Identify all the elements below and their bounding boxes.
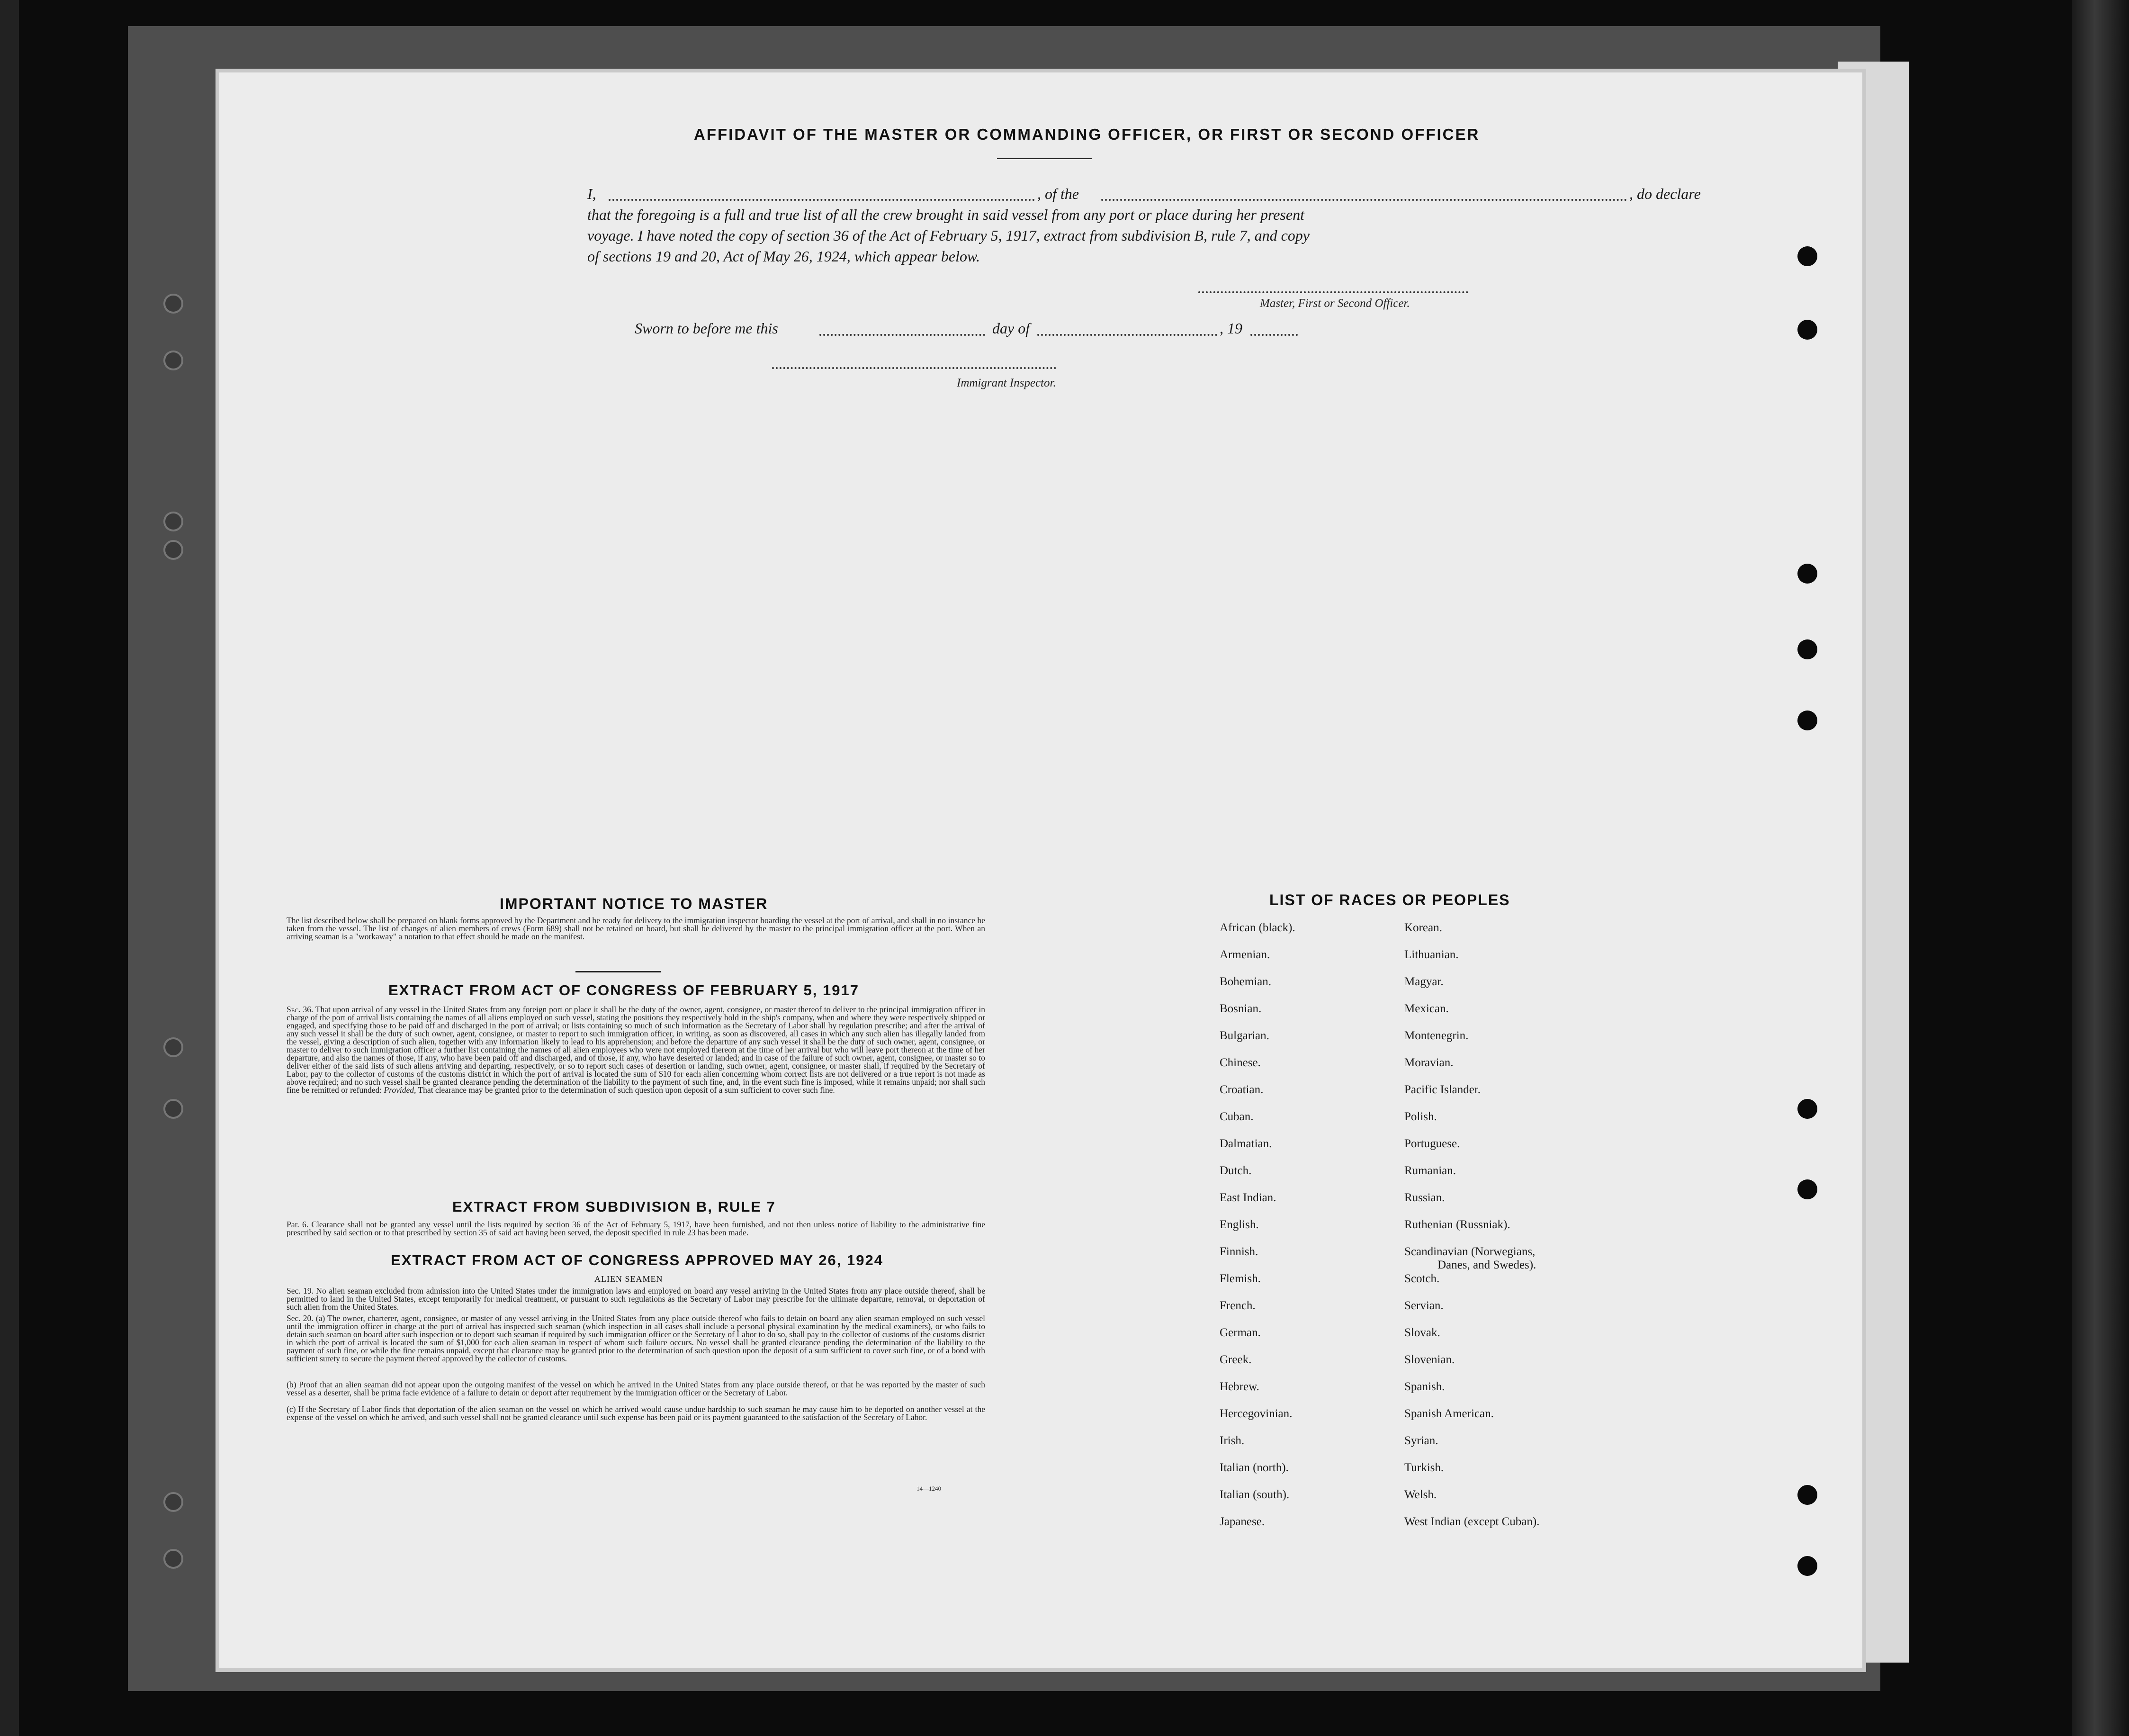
- race-item: Pacific Islander.: [1404, 1083, 1481, 1096]
- sec-20b-text: (b) Proof that an alien seaman did not appear upon the outgoing manifest of the vessel on which he arrived in the United States from any place outside thereof, or that he was reported by the master of such vessel as a deserter, shall be prima facie evidence of a failure to detain or deport after requirement by the immigration officer or the Secretary of Labor.: [287, 1380, 985, 1397]
- affidavit-declare: , do declare: [1629, 185, 1701, 202]
- race-item: Mexican.: [1404, 1002, 1449, 1015]
- race-item: East Indian.: [1220, 1191, 1276, 1204]
- race-item: Hercegovinian.: [1220, 1407, 1293, 1420]
- punch-hole: [1797, 246, 1817, 266]
- binder-ring-hole: [163, 1549, 183, 1569]
- race-item: Rumanian.: [1404, 1164, 1456, 1177]
- race-item: Scotch.: [1404, 1272, 1440, 1285]
- race-item: French.: [1220, 1299, 1256, 1312]
- section-divider: [575, 971, 661, 972]
- master-caption: Master, First or Second Officer.: [1260, 297, 1410, 310]
- punch-hole: [1797, 1099, 1817, 1119]
- race-item: Spanish American.: [1404, 1407, 1494, 1420]
- race-item: Montenegrin.: [1404, 1029, 1469, 1042]
- notice-body: The list described below shall be prepared on blank forms approved by the Department and be ready for delivery to the immigration inspector boarding the vessel at the port of arrival, and shall in no instance be taken from the vessel. The list of changes of alien members of crews (Form 689) shall not be retained on board, but shall be delivered by the master to the principal immigration officer at the port. When an arriving seaman is a "workaway" a notation to that effect should be made on the manifest.: [287, 916, 985, 941]
- race-item: Italian (south).: [1220, 1488, 1290, 1501]
- race-item: Dutch.: [1220, 1164, 1252, 1177]
- race-item: English.: [1220, 1218, 1259, 1231]
- race-item: Portuguese.: [1404, 1137, 1460, 1150]
- binder-ring-hole: [163, 540, 183, 560]
- sworn-label: Sworn to before me this: [635, 320, 778, 337]
- race-item: Irish.: [1220, 1434, 1245, 1447]
- extract-rule7-title: EXTRACT FROM SUBDIVISION B, RULE 7: [452, 1198, 776, 1215]
- affidavit-i: I,: [587, 185, 596, 202]
- race-item: Moravian.: [1404, 1056, 1454, 1069]
- film-edge-left: [0, 0, 19, 1736]
- race-item: Croatian.: [1220, 1083, 1264, 1096]
- sec-19-text: Sec. 19. No alien seaman excluded from admission into the United States under the immigration laws and employed on board any vessel arriving in the United States from any place outside thereof, shall be permitted to land in the United States, except temporarily for medical treatment, or pursuant to such regulations as the Secretary of Labor may prescribe for the ultimate departure, removal, or deportation of such alien from the United States.: [287, 1286, 985, 1312]
- sec-20c-text: (c) If the Secretary of Labor finds that deportation of the alien seaman on the vessel on which he arrived would cause undue hardship to such seaman he may cause him to be deported on another vessel at the expense of the vessel on which he arrived, and such vessel shall not be granted clearance until such expense has been paid or its payment guaranteed to the satisfaction of the Secretary of Labor.: [287, 1404, 985, 1422]
- race-item: Spanish.: [1404, 1380, 1445, 1393]
- race-item: Russian.: [1404, 1191, 1445, 1204]
- sec-36-label: Sec. 36.: [287, 1005, 314, 1014]
- sworn-year-blank: [1250, 334, 1298, 336]
- binder-ring-hole: [163, 512, 183, 531]
- inspector-caption: Immigrant Inspector.: [957, 377, 1056, 389]
- race-item: Syrian.: [1404, 1434, 1438, 1447]
- inspector-signature-line: [772, 367, 1056, 369]
- race-item: Slovak.: [1404, 1326, 1440, 1339]
- affidavit-line-4: of sections 19 and 20, Act of May 26, 1924, which appear below.: [587, 248, 980, 265]
- race-item: Scandinavian (Norwegians,: [1404, 1245, 1536, 1258]
- sec-36-text: That upon arrival of any vessel in the United States from any foreign port or place it shall be the duty of the owner, agent, consignee, or master thereof to deliver to the principal immigration officer in charge of the port of arrival lists containing the names of all aliens employed on such vessel, stating the positions they respectively hold in the ship's company, when and where they were respectively shipped or engaged, and specifying those to be paid off and discharged in the port of arrival; or lists containing so much of such information as the Secretary of Labor shall by regulation prescribe; and after the arrival of any such vessel it shall be the duty of such owner, agent, consignee, or master to report to such immigration officer, in writing, as soon as discovered, all cases in which any such alien has illegally landed from the vessel, giving a description of such alien, together with any information likely to lead to his apprehension; and before the departure of any such vessel it shall be the duty of such owner, agent, consignee, or master to deliver to such immigration officer a further list containing the names of all alien employees who were not employed thereon at the time of her arrival but who will leave port thereon at the time of her departure, and also the names of those, if any, who have been paid off and discharged, and of those, if any, who have deserted or landed; and in case of the failure of such owner, agent, consignee, or master so to deliver either of the said lists of such aliens arriving and departing, respectively, or so to report such cases of desertion or landing, such owner, agent, consignee, or master shall, if required by the Secretary of Labor, pay to the collector of customs of the customs district in which the port of arrival is located the sum of $10 for each alien concerning whom correct lists are not delivered or a true report is not made as above required; and no such vessel shall be granted clearance pending the determination of the liability to the payment of such fine, and, in the event such fine is imposed, while it remains unpaid; nor shall such fine be remitted or refunded:: [287, 1005, 985, 1095]
- extract-1917-body: [287, 1006, 985, 1094]
- affidavit-title: AFFIDAVIT OF THE MASTER OR COMMANDING OFFICER, OR FIRST OR SECOND OFFICER: [694, 126, 1480, 143]
- race-item: Greek.: [1220, 1353, 1252, 1366]
- race-item: West Indian (except Cuban).: [1404, 1515, 1540, 1528]
- binder-ring-hole: [163, 1037, 183, 1057]
- extract-rule7-body: Par. 6. Clearance shall not be granted any vessel until the lists required by section 36 of the Act of February 5, 1917, have been furnished, and not then unless notice of liability to the administrative fine prescribed by said section or to that prescribed by section 35 of said act having been served, the deposit specified in rule 23 has been made.: [287, 1220, 985, 1237]
- binder-ring-hole: [163, 351, 183, 370]
- affidavit-of-the: , of the: [1037, 185, 1079, 202]
- race-item: Cuban.: [1220, 1110, 1254, 1123]
- binder-ring-hole: [163, 294, 183, 314]
- day-of-label: day of: [992, 320, 1030, 337]
- affidavit-line-3: voyage. I have noted the copy of section 36 of the Act of February 5, 1917, extract from subdivision B, rule 7, and copy: [587, 227, 1310, 244]
- sec-20a-text: Sec. 20. (a) The owner, charterer, agent, consignee, or master of any vessel arriving in the United States from any place outside thereof who fails to detain on board any alien seaman employed on such vessel until the immigration officer in charge at the port of arrival has inspected such seaman (which inspection in all cases shall include a personal physical examination by the medical examiners), or who fails to detain such seaman on board after such inspection or to deport such seaman if required by such immigration officer or the Secretary of Labor to do so, shall pay to the collector of customs of the customs district in which the port of arrival is located the sum of $1,000 for each alien seaman in respect of whom such failure occurs. No vessel shall be granted clearance pending the determination of the liability to the payment of such fine, or while the fine remains unpaid, except that clearance may be granted prior to the determination of such question upon the deposit of a sum sufficient to cover such fine, or of a bond with sufficient surety to secure the payment thereof approved by the collector of customs.: [287, 1313, 985, 1363]
- punch-hole: [1797, 1179, 1817, 1199]
- binder-ring-hole: [163, 1099, 183, 1119]
- extract-1917-title: EXTRACT FROM ACT OF CONGRESS OF FEBRUARY 5, 1917: [388, 982, 859, 998]
- punch-hole: [1797, 711, 1817, 730]
- race-item: Turkish.: [1404, 1461, 1444, 1474]
- affidavit-line-2: that the foregoing is a full and true list of all the crew brought in said vessel from any port or place during her present: [587, 206, 1304, 223]
- punch-hole: [1797, 1556, 1817, 1576]
- form-number: 14—1240: [916, 1485, 941, 1492]
- race-item: Japanese.: [1220, 1515, 1265, 1528]
- punch-hole: [1797, 639, 1817, 659]
- race-item: Dalmatian.: [1220, 1137, 1272, 1150]
- race-item: Finnish.: [1220, 1245, 1258, 1258]
- race-item-continuation: Danes, and Swedes).: [1437, 1259, 1536, 1271]
- title-underline: [997, 158, 1092, 159]
- race-item: Flemish.: [1220, 1272, 1261, 1285]
- film-edge-right: [2072, 0, 2129, 1736]
- notice-title: IMPORTANT NOTICE TO MASTER: [500, 895, 768, 912]
- binder-ring-hole: [163, 1492, 183, 1512]
- sec-36-text-end: That clearance may be granted prior to the determination of such question upon deposit of a sum sufficient to cover such fine.: [418, 1085, 835, 1095]
- race-item: Ruthenian (Russniak).: [1404, 1218, 1510, 1231]
- race-item: Bosnian.: [1220, 1002, 1262, 1015]
- punch-hole: [1797, 564, 1817, 584]
- race-item: Slovenian.: [1404, 1353, 1455, 1366]
- race-item: Welsh.: [1404, 1488, 1437, 1501]
- race-item: African (black).: [1220, 921, 1295, 934]
- master-signature-line: [1198, 291, 1468, 293]
- race-item: Armenian.: [1220, 948, 1270, 961]
- races-title: LIST OF RACES OR PEOPLES: [1269, 891, 1510, 908]
- vessel-blank: [1101, 199, 1627, 201]
- year-prefix: , 19: [1220, 320, 1242, 337]
- race-item: Magyar.: [1404, 975, 1444, 988]
- extract-1924-title: EXTRACT FROM ACT OF CONGRESS APPROVED MAY 26, 1924: [391, 1252, 883, 1268]
- race-item: Hebrew.: [1220, 1380, 1259, 1393]
- name-blank: [609, 199, 1035, 201]
- punch-hole: [1797, 320, 1817, 340]
- race-item: Lithuanian.: [1404, 948, 1459, 961]
- race-item: Italian (north).: [1220, 1461, 1289, 1474]
- provided-word: Provided,: [384, 1085, 416, 1095]
- sworn-day-blank: [819, 334, 985, 336]
- race-item: Servian.: [1404, 1299, 1444, 1312]
- race-item: Chinese.: [1220, 1056, 1261, 1069]
- form-page: [216, 69, 1866, 1672]
- sworn-month-blank: [1037, 334, 1217, 336]
- alien-seamen-subtitle: ALIEN SEAMEN: [594, 1274, 663, 1284]
- race-item: Korean.: [1404, 921, 1442, 934]
- race-item: Bohemian.: [1220, 975, 1272, 988]
- punch-hole: [1797, 1485, 1817, 1505]
- race-item: German.: [1220, 1326, 1261, 1339]
- race-item: Polish.: [1404, 1110, 1437, 1123]
- race-item: Bulgarian.: [1220, 1029, 1269, 1042]
